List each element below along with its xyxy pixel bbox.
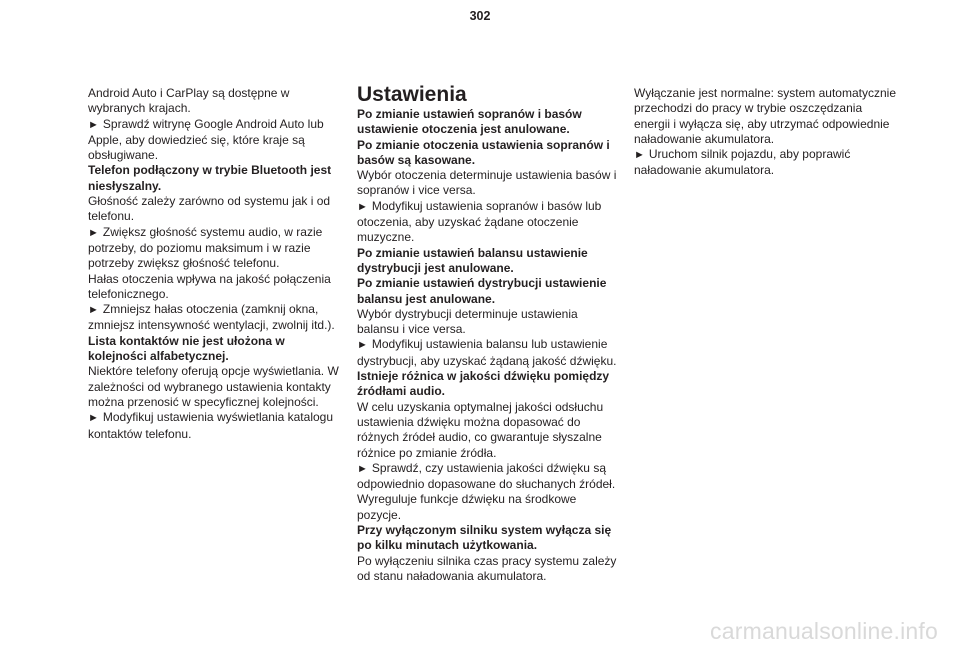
- issue-heading: Po zmianie otoczenia ustawienia sopranów i basów są kasowane.: [357, 137, 610, 167]
- issue-heading: Przy wyłączonym silniku system wyłącza się po kilku minutach użytkowania.: [357, 523, 612, 553]
- issue-heading: Po zmianie ustawień sopranów i basów ustawienie otoczenia jest anulowane.: [357, 107, 582, 137]
- issue-heading: Lista kontaktów nie jest ułożona w kolejności alfabetycznej.: [88, 333, 285, 364]
- step-paragraph: ► Sprawdź, czy ustawienia jakości dźwięku są odpowiednio dopasowane do słuchanych źródeł. Wyreguluje funkcje dźwięku na środkowe pozycje.: [357, 461, 619, 523]
- issue-heading: Po zmianie ustawień dystrybucji ustawienie balansu jest anulowane.: [357, 276, 607, 306]
- paragraph: Po wyłączeniu silnika czas pracy systemu zależy od stanu naładowania akumulatora.: [357, 553, 617, 583]
- page-number: 302: [469, 9, 491, 23]
- issue-heading: Istnieje różnica w jakości dźwięku pomiędzy źródłami audio.: [357, 369, 610, 399]
- paragraph: W celu uzyskania optymalnej jakości odsłuchu ustawienia dźwięku można dopasować do różnych źródeł audio, co gwarantuje słyszalne różnice po zmianie źródła.: [357, 399, 604, 460]
- paragraph: Android Auto i CarPlay są dostępne w wybranych krajach.: [88, 86, 290, 116]
- issue-heading: Po zmianie ustawień balansu ustawienie dystrybucji jest anulowane.: [357, 245, 588, 275]
- paragraph: Wybór dystrybucji determinuje ustawienia balansu i vice versa.: [357, 306, 578, 337]
- watermark: carmanualsonline.info: [710, 618, 938, 644]
- step-paragraph: ► Zmniejsz hałas otoczenia (zamknij okna, zmniejsz intensywność wentylacji, zwolnij itd.).: [88, 302, 343, 334]
- paragraph: Niektóre telefony oferują opcje wyświetlania. W zależności od wybranego ustawienia kontakty można przenosić w specyficznej kolejności.: [88, 364, 339, 409]
- step-paragraph: ► Uruchom silnik pojazdu, aby poprawić naładowanie akumulatora.: [634, 147, 896, 179]
- issue-heading: Telefon podłączony w trybie Bluetooth jest niesłyszalny.: [88, 163, 332, 193]
- section-heading: Ustawienia: [357, 83, 467, 106]
- step-paragraph: ► Zwiększ głośność systemu audio, w razie potrzeby, do poziomu maksimum i w razie potrzeby zwiększ głośność telefonu.: [88, 225, 343, 272]
- step-paragraph: ► Modyfikuj ustawienia sopranów i basów lub otoczenia, aby uzyskać żądane otoczenie muzyczne.: [357, 199, 619, 246]
- column-3: [634, 86, 896, 179]
- paragraph: Wyłączanie jest normalne: system automatycznie przechodzi do pracy w trybie oszczędzania energii i wyłącza się, aby utrzymać odpowiednie naładowanie akumulatora.: [634, 86, 896, 146]
- step-paragraph: ► Modyfikuj ustawienia wyświetlania katalogu kontaktów telefonu.: [88, 410, 343, 442]
- step-paragraph: ► Sprawdź witrynę Google Android Auto lub Apple, aby dowiedzieć się, które kraje są obsługiwane.: [88, 117, 343, 164]
- column-2: [357, 83, 619, 584]
- step-paragraph: ► Modyfikuj ustawienia balansu lub ustawienie dystrybucji, aby uzyskać żądaną jakość dźwięku.: [357, 337, 619, 369]
- paragraph: Głośność zależy zarówno od systemu jak i od telefonu.: [88, 194, 331, 224]
- column-1: [88, 86, 343, 442]
- paragraph: Hałas otoczenia wpływa na jakość połączenia telefonicznego.: [88, 271, 331, 301]
- paragraph: Wybór otoczenia determinuje ustawienia basów i sopranów i vice versa.: [357, 168, 617, 198]
